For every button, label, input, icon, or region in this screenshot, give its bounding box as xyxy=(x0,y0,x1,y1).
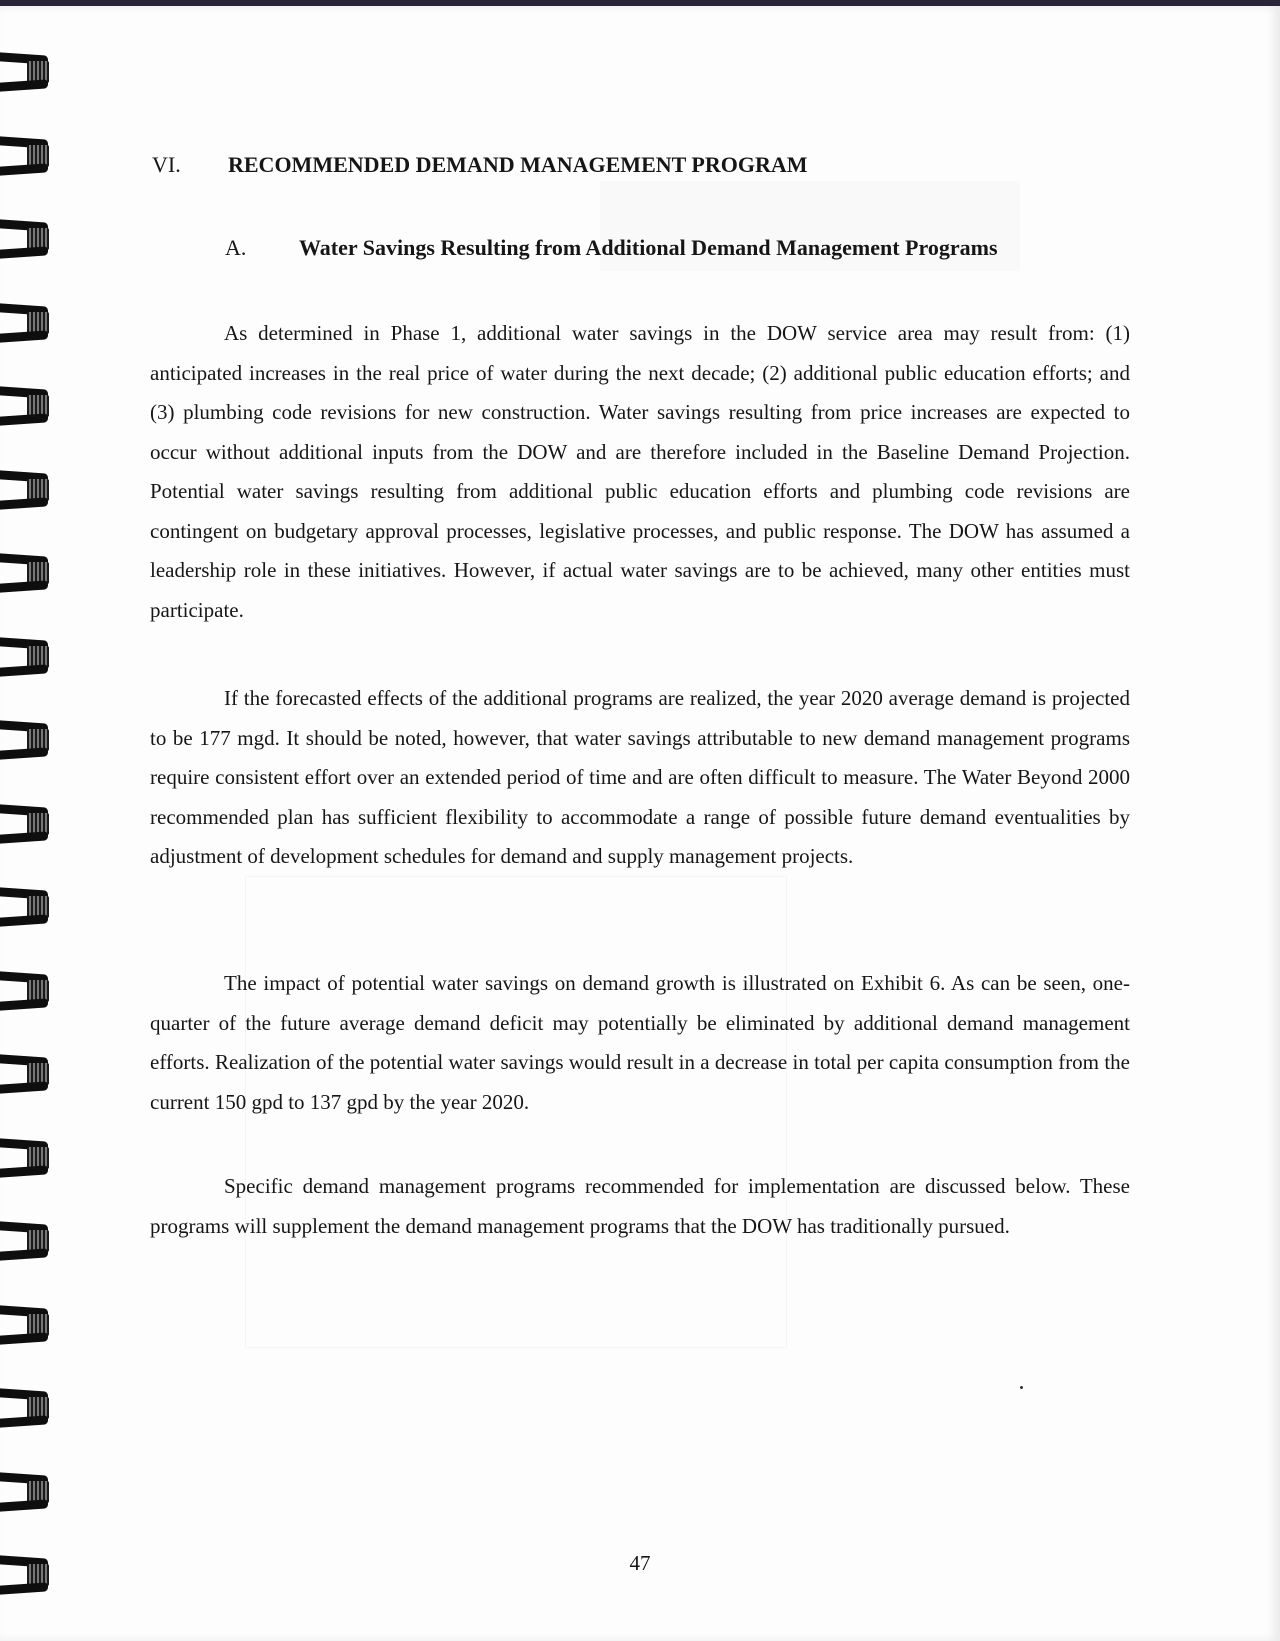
stray-mark xyxy=(1020,1386,1023,1389)
subsection-number: A. xyxy=(225,235,247,260)
paragraph-specific-programs: Specific demand management programs recommended for implementation are discussed below. These programs will supplement the demand management programs that the DOW has traditionally pursued. xyxy=(150,1174,1130,1238)
subsection-title: Water Savings Resulting from Additional Demand Management Programs xyxy=(299,235,998,260)
section-title: RECOMMENDED DEMAND MANAGEMENT PROGRAM xyxy=(228,152,808,177)
binding-ring xyxy=(0,52,50,92)
binding-ring xyxy=(0,720,50,760)
binding-ring xyxy=(0,1221,50,1261)
binding-ring xyxy=(0,136,50,176)
binding-ring xyxy=(0,1472,50,1512)
page-number: 47 xyxy=(629,1551,651,1575)
binding-ring xyxy=(0,303,50,343)
binding-ring xyxy=(0,804,50,844)
binding-ring xyxy=(0,637,50,677)
binding-ring xyxy=(0,1388,50,1428)
spiral-binding xyxy=(0,6,60,1641)
binding-ring xyxy=(0,219,50,259)
paragraph-phase-1-savings: As determined in Phase 1, additional water savings in the DOW service area may result from: (1) anticipated increases in the real price of water during the next decade; (2) additional public education efforts; and (3) plumbing code revisions for new construction. Water savings resulting from price increases are expected to occur without additional inputs from the DOW and are therefore included in the Baseline Demand Projection. Potential water savings resulting from additional public education efforts and plumbing code revisions are contingent on budgetary approval processes, legislative processes, and public response. The DOW has assumed a leadership role in these initiatives. However, if actual water savings are to be achieved, many other entities must participate. xyxy=(150,321,1130,622)
subsection-heading xyxy=(225,235,998,261)
section-number: VI. xyxy=(152,152,181,177)
binding-ring xyxy=(0,553,50,593)
document-page xyxy=(0,6,1280,1641)
binding-ring xyxy=(0,1305,50,1345)
section-heading xyxy=(152,152,808,178)
binding-ring xyxy=(0,1138,50,1178)
paragraph-exhibit-6-impact: The impact of potential water savings on demand growth is illustrated on Exhibit 6. As can be seen, one-quarter of the future average demand deficit may potentially be eliminated by additional demand management efforts. Realization of the potential water savings would result in a decrease in total per capita consumption from the current 150 gpd to 137 gpd by the year 2020. xyxy=(150,971,1130,1114)
binding-ring xyxy=(0,887,50,927)
binding-ring xyxy=(0,1054,50,1094)
binding-ring xyxy=(0,470,50,510)
binding-ring xyxy=(0,971,50,1011)
paragraph-forecasted-effects: If the forecasted effects of the additional programs are realized, the year 2020 average demand is projected to be 177 mgd. It should be noted, however, that water savings attributable to new demand management programs require consistent effort over an extended period of time and are often difficult to measure. The Water Beyond 2000 recommended plan has sufficient flexibility to accommodate a range of possible future demand eventualities by adjustment of development schedules for demand and supply management projects. xyxy=(150,686,1130,868)
binding-ring xyxy=(0,386,50,426)
